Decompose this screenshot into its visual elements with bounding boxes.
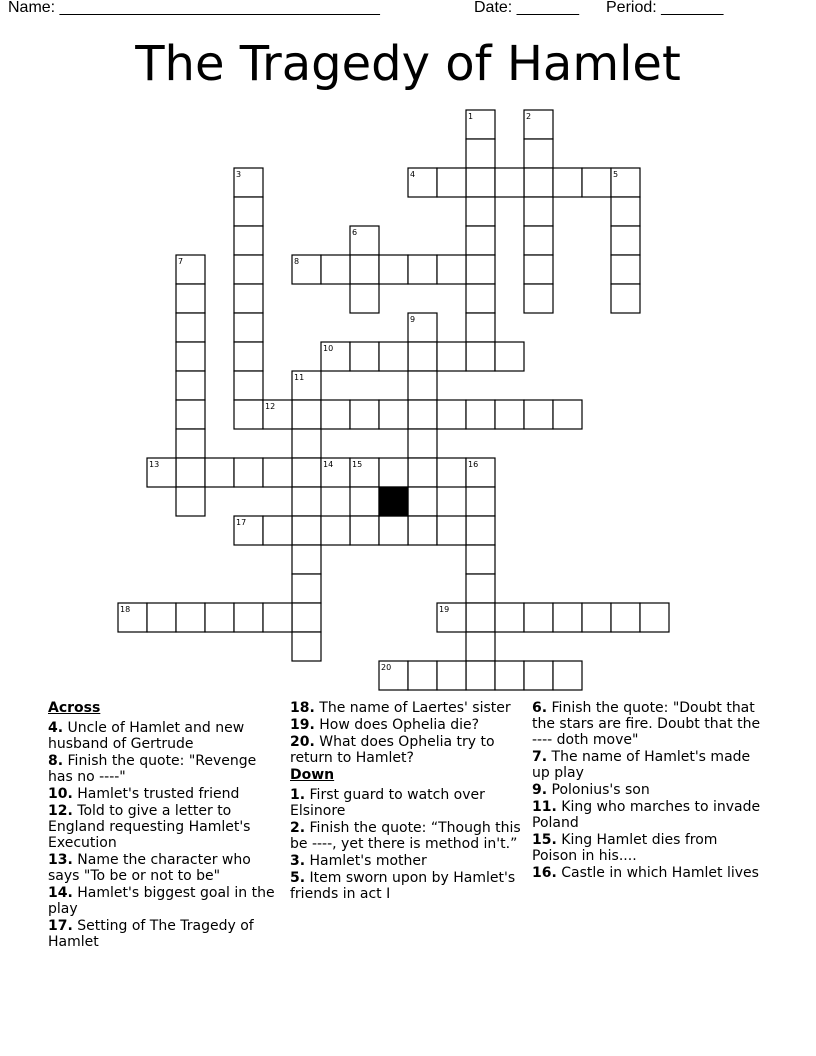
clue-number: 14. — [48, 885, 73, 901]
down-clue — [290, 853, 526, 869]
across-clue — [48, 885, 276, 917]
clue-number: 12. — [48, 803, 73, 819]
clue-number: 9. — [532, 782, 548, 798]
grid-cell[interactable] — [379, 255, 408, 284]
cell-number: 18 — [120, 605, 131, 614]
cell-number: 4 — [410, 170, 416, 179]
grid-cell[interactable] — [466, 400, 495, 429]
grid-cell[interactable] — [234, 342, 263, 371]
clue-text: First guard to watch over Elsinore — [290, 787, 485, 819]
grid-cell[interactable] — [437, 400, 466, 429]
grid-cell[interactable] — [234, 168, 263, 197]
grid-cell[interactable] — [524, 603, 553, 632]
grid-cell[interactable] — [466, 255, 495, 284]
clue-text: Finish the quote: "Doubt that the stars are fire. Doubt that the ---- doth move" — [532, 700, 761, 748]
clue-text: Finish the quote: "Revenge has no ----" — [48, 753, 257, 785]
clue-number: 17. — [48, 918, 73, 934]
grid-cell[interactable] — [466, 284, 495, 313]
clue-text: How does Ophelia die? — [319, 717, 480, 733]
clue-text: Hamlet's biggest goal in the play — [48, 885, 275, 917]
grid-cell[interactable] — [408, 516, 437, 545]
grid-cell[interactable] — [350, 226, 379, 255]
grid-cell[interactable] — [611, 197, 640, 226]
grid-cell[interactable] — [234, 226, 263, 255]
grid-cell[interactable] — [437, 661, 466, 690]
across-clue — [48, 918, 276, 950]
grid-cell[interactable] — [379, 661, 408, 690]
grid-cell[interactable] — [379, 400, 408, 429]
clue-number: 1. — [290, 787, 306, 803]
grid-cell[interactable] — [176, 371, 205, 400]
grid-cell[interactable] — [466, 545, 495, 574]
clue-number: 13. — [48, 852, 73, 868]
grid-cell[interactable] — [408, 342, 437, 371]
clue-number: 19. — [290, 717, 315, 733]
clues-column-1 — [48, 700, 276, 951]
across-clue — [48, 753, 276, 785]
grid-cell[interactable] — [437, 458, 466, 487]
grid-cell[interactable] — [263, 458, 292, 487]
across-clue — [290, 734, 526, 766]
cell-number: 8 — [294, 257, 300, 266]
grid-cell[interactable] — [466, 632, 495, 661]
clue-text: Uncle of Hamlet and new husband of Gertrude — [48, 720, 245, 752]
cell-number: 10 — [323, 344, 334, 353]
grid-cell[interactable] — [437, 342, 466, 371]
grid-cell[interactable] — [176, 342, 205, 371]
clues-column-2 — [290, 700, 526, 903]
grid-cell[interactable] — [582, 603, 611, 632]
cell-number: 13 — [149, 460, 160, 469]
grid-cell[interactable] — [234, 284, 263, 313]
grid-cell[interactable] — [292, 603, 321, 632]
grid-cell[interactable] — [524, 110, 553, 139]
grid-cell[interactable] — [553, 661, 582, 690]
grid-cell[interactable] — [466, 226, 495, 255]
clue-number: 10. — [48, 786, 73, 802]
grid-cell[interactable] — [350, 342, 379, 371]
grid-cell[interactable] — [408, 661, 437, 690]
clues-column-3 — [532, 700, 762, 882]
period-field[interactable]: Period: _______ — [606, 0, 724, 16]
grid-cell[interactable] — [524, 226, 553, 255]
cell-number: 20 — [381, 663, 392, 672]
grid-cell[interactable] — [321, 400, 350, 429]
grid-cell[interactable] — [437, 603, 466, 632]
cell-number: 7 — [178, 257, 184, 266]
grid-cell[interactable] — [147, 458, 176, 487]
grid-cell[interactable] — [292, 458, 321, 487]
down-clue — [532, 782, 762, 798]
grid-cell[interactable] — [640, 603, 669, 632]
grid-cell[interactable] — [379, 458, 408, 487]
grid-cell[interactable] — [524, 168, 553, 197]
grid-cell[interactable] — [466, 342, 495, 371]
grid-cell[interactable] — [176, 284, 205, 313]
clue-number: 5. — [290, 870, 306, 886]
grid-cell[interactable] — [495, 661, 524, 690]
grid-cell[interactable] — [234, 516, 263, 545]
across-clue — [48, 852, 276, 884]
grid-cell[interactable] — [408, 255, 437, 284]
grid-cell[interactable] — [205, 458, 234, 487]
grid-cell[interactable] — [350, 487, 379, 516]
clue-text: Hamlet's trusted friend — [77, 786, 240, 802]
clue-text: The name of Hamlet's made up play — [532, 749, 751, 781]
grid-cell[interactable] — [292, 545, 321, 574]
clue-number: 6. — [532, 700, 548, 716]
grid-cell[interactable] — [466, 661, 495, 690]
grid-cell[interactable] — [176, 458, 205, 487]
cell-number: 6 — [352, 228, 358, 237]
grid-cell[interactable] — [524, 255, 553, 284]
clue-text: Item sworn upon by Hamlet's friends in act I — [290, 870, 516, 902]
grid-cell[interactable] — [466, 603, 495, 632]
down-clue — [532, 799, 762, 831]
grid-cell[interactable] — [611, 603, 640, 632]
grid-cell[interactable] — [234, 400, 263, 429]
grid-cell[interactable] — [350, 516, 379, 545]
clue-text: What does Ophelia try to return to Hamlet? — [290, 734, 495, 766]
clue-number: 15. — [532, 832, 557, 848]
grid-cell[interactable] — [408, 458, 437, 487]
cell-number: 11 — [294, 373, 305, 382]
grid-cell[interactable] — [263, 603, 292, 632]
grid-cell[interactable] — [437, 168, 466, 197]
down-clue — [290, 787, 526, 819]
grid-cell[interactable] — [292, 487, 321, 516]
grid-cell[interactable] — [321, 255, 350, 284]
down-clue — [532, 700, 762, 748]
grid-cell[interactable] — [524, 400, 553, 429]
grid-cell[interactable] — [466, 574, 495, 603]
grid-cell[interactable] — [495, 168, 524, 197]
grid-cell[interactable] — [553, 603, 582, 632]
grid-cell[interactable] — [234, 255, 263, 284]
clue-number: 18. — [290, 700, 315, 716]
grid-cell[interactable] — [408, 487, 437, 516]
grid-cell[interactable] — [408, 313, 437, 342]
grid-cell[interactable] — [234, 603, 263, 632]
grid-cell[interactable] — [292, 632, 321, 661]
grid-cell[interactable] — [611, 255, 640, 284]
name-field[interactable]: Name: ____________________________________ — [8, 0, 380, 16]
across-clue — [48, 803, 276, 851]
grid-block — [379, 487, 408, 516]
clue-text: Told to give a letter to England requesting Hamlet's Execution — [48, 803, 251, 851]
clue-number: 16. — [532, 865, 557, 881]
grid-cell[interactable] — [524, 661, 553, 690]
grid-cell[interactable] — [524, 197, 553, 226]
grid-cell[interactable] — [582, 168, 611, 197]
clue-text: King who marches to invade Poland — [532, 799, 761, 831]
grid-cell[interactable] — [176, 429, 205, 458]
grid-cell[interactable] — [524, 139, 553, 168]
cell-number: 12 — [265, 402, 276, 411]
grid-cell[interactable] — [176, 313, 205, 342]
grid-cell[interactable] — [263, 400, 292, 429]
grid-cell[interactable] — [466, 110, 495, 139]
across-heading: Across — [48, 700, 101, 716]
cell-number: 3 — [236, 170, 242, 179]
grid-cell[interactable] — [466, 139, 495, 168]
cell-number: 1 — [468, 112, 474, 121]
grid-cell[interactable] — [611, 226, 640, 255]
grid-cell[interactable] — [234, 313, 263, 342]
clue-text: Castle in which Hamlet lives — [561, 865, 759, 881]
grid-cell[interactable] — [321, 516, 350, 545]
date-field[interactable]: Date: _______ — [474, 0, 579, 16]
down-heading: Down — [290, 767, 335, 783]
grid-cell[interactable] — [408, 371, 437, 400]
cell-number: 14 — [323, 460, 334, 469]
across-clue — [290, 717, 526, 733]
grid-cell[interactable] — [466, 458, 495, 487]
grid-cell[interactable] — [176, 400, 205, 429]
clue-text: King Hamlet dies from Poison in his.... — [532, 832, 718, 864]
grid-cell[interactable] — [263, 516, 292, 545]
grid-cell[interactable] — [466, 168, 495, 197]
grid-cell[interactable] — [292, 255, 321, 284]
grid-cell[interactable] — [350, 255, 379, 284]
clue-number: 20. — [290, 734, 315, 750]
grid-cell[interactable] — [321, 458, 350, 487]
grid-cell[interactable] — [466, 197, 495, 226]
cell-number: 9 — [410, 315, 416, 324]
clue-text: Name the character who says "To be or not to be" — [48, 852, 251, 884]
cell-number: 2 — [526, 112, 532, 121]
grid-cell[interactable] — [234, 458, 263, 487]
grid-cell[interactable] — [292, 429, 321, 458]
grid-cell[interactable] — [292, 400, 321, 429]
clue-number: 4. — [48, 720, 64, 736]
grid-cell[interactable] — [379, 342, 408, 371]
grid-cell[interactable] — [205, 603, 234, 632]
grid-cell[interactable] — [437, 255, 466, 284]
down-clue — [532, 749, 762, 781]
across-clue — [48, 720, 276, 752]
clue-text: The name of Laertes' sister — [319, 700, 511, 716]
grid-cell[interactable] — [321, 342, 350, 371]
grid-cell[interactable] — [495, 400, 524, 429]
clue-number: 2. — [290, 820, 306, 836]
grid-cell[interactable] — [350, 284, 379, 313]
grid-cell[interactable] — [408, 168, 437, 197]
grid-cell[interactable] — [292, 516, 321, 545]
grid-cell[interactable] — [350, 458, 379, 487]
clue-text: Hamlet's mother — [309, 853, 427, 869]
clue-text: Polonius's son — [551, 782, 650, 798]
puzzle-title: The Tragedy of Hamlet — [135, 36, 681, 92]
grid-cell[interactable] — [350, 400, 379, 429]
grid-cell[interactable] — [292, 371, 321, 400]
grid-cell[interactable] — [553, 400, 582, 429]
grid-cell[interactable] — [553, 168, 582, 197]
cell-number: 5 — [613, 170, 619, 179]
grid-cell[interactable] — [379, 516, 408, 545]
grid-cell[interactable] — [118, 603, 147, 632]
grid-cell[interactable] — [466, 313, 495, 342]
cell-number: 19 — [439, 605, 450, 614]
grid-cell[interactable] — [147, 603, 176, 632]
clue-text: Finish the quote: “Though this be ----, yet there is method in't.” — [290, 820, 521, 852]
grid-cell[interactable] — [234, 197, 263, 226]
grid-cell[interactable] — [408, 400, 437, 429]
grid-cell[interactable] — [408, 429, 437, 458]
grid-cell[interactable] — [437, 516, 466, 545]
grid-cell[interactable] — [524, 284, 553, 313]
grid-cell[interactable] — [234, 371, 263, 400]
grid-cell[interactable] — [292, 574, 321, 603]
down-clue — [290, 820, 526, 852]
grid-cell[interactable] — [466, 487, 495, 516]
cell-number: 15 — [352, 460, 363, 469]
cell-number: 17 — [236, 518, 247, 527]
grid-cell[interactable] — [176, 255, 205, 284]
clue-number: 3. — [290, 853, 306, 869]
grid-cell[interactable] — [176, 487, 205, 516]
clue-text: Setting of The Tragedy of Hamlet — [48, 918, 254, 950]
clue-number: 8. — [48, 753, 64, 769]
down-clue — [532, 832, 762, 864]
clue-number: 7. — [532, 749, 548, 765]
down-clue — [532, 865, 762, 881]
down-clue — [290, 870, 526, 902]
grid-cell[interactable] — [495, 342, 524, 371]
grid-cell[interactable] — [176, 603, 205, 632]
grid-cell[interactable] — [611, 284, 640, 313]
across-clue — [290, 700, 526, 716]
grid-cell[interactable] — [611, 168, 640, 197]
clue-number: 11. — [532, 799, 557, 815]
cell-number: 16 — [468, 460, 479, 469]
grid-cell[interactable] — [466, 516, 495, 545]
student-info-header — [0, 0, 816, 21]
grid-cell[interactable] — [495, 603, 524, 632]
across-clue — [48, 786, 276, 802]
